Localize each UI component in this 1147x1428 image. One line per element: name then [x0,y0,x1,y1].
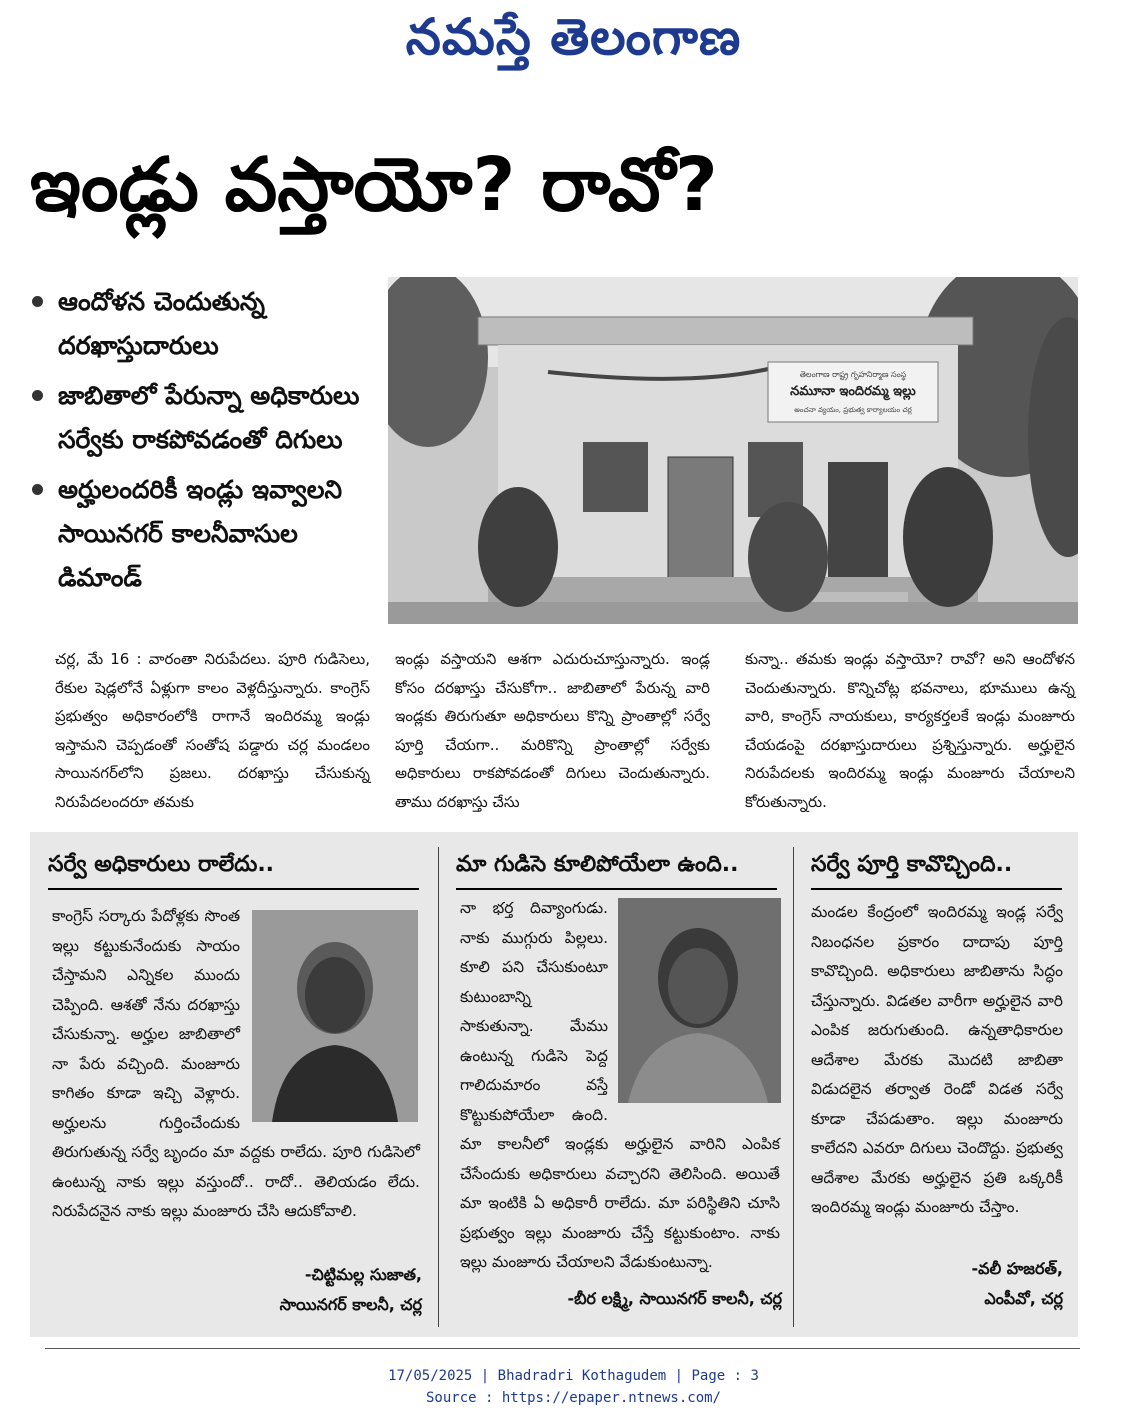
footer-dateline: 17/05/2025 | Bhadradri Kothagudem | Page : 3 [388,1368,759,1384]
quotes-panel [30,832,1078,1337]
quote-body-1: కాంగ్రెస్ సర్కారు పేదోళ్లకు సొంత ఇల్లు కట్టుకునేందుకు సాయం చేస్తామని ఎన్నికల ముందు చెప్పింది. ఆశతో నేను దరఖాస్తు చేసుకున్నా. అర్హుల జాబితాలో నా పేరు వచ్చింది. మంజూరు కాగితం కూడా ఇచ్చి వెళ్లారు. అర్హులను గుర్తించేందుకు తిరుగుతున్న సర్వే బృందం మా వద్దకు రాలేదు. పూరి గుడిసెలో ఉంటున్న నాకు ఇల్లు వస్తుందో.. రాదో.. తెలియడం లేదు. నిరుపేదనైన నాకు ఇల్లు మంజూరు చేసి ఆదుకోవాలి. [52,907,420,1220]
title-rule [48,888,419,890]
signature-place-1: సాయినగర్ కాలనీ, చర్ల [279,1295,422,1314]
quote-title-2: మా గుడిసె కూలిపోయేలా ఉంది.. [456,852,739,877]
bullet-item [28,374,378,462]
quote-signature-1 [50,1260,422,1320]
quote-title-3: సర్వే పూర్తి కావొచ్చింది.. [811,852,1013,877]
portrait-spacer [240,902,420,1124]
portrait-spacer [608,894,780,1102]
bullet-item [28,468,378,600]
body-column-1: చర్ల, మే 16 : వారంతా నిరుపేదలు. పూరి గుడిసెలు, రేకుల షెడ్లలోనే ఏళ్లుగా కాలం వెళ్లదీస్తున్నారు. కాంగ్రెస్ ప్రభుత్వం అధికారంలోకి రాగానే ఇందిరమ్మ ఇండ్లు ఇస్తామని చెప్పడంతో సంతోష పడ్డారు చర్ల మండలం సాయినగర్‌లోని ప్రజలు. దరఖాస్తు చేసుకున్న నిరుపేదలందరూ తమకు [55,650,370,811]
quote-text-1 [52,902,420,1242]
model-house-photo [388,277,1078,624]
footer-rule [45,1348,1080,1349]
body-column-3: కున్నా.. తమకు ఇండ్లు వస్తాయో? రావో? అని ఆందోళన చెందుతున్నారు. కొన్నిచోట్ల భవనాలు, భూములు ఉన్న వారి, కాంగ్రెస్ నాయకులు, కార్యకర్తలకే ఇండ్లు మంజూరు చేయడంపై దరఖాస్తుదారులు ప్రశ్నిస్తున్నారు. అర్హులైన నిరుపేదలకు ఇందిరమ్మ ఇండ్లు మంజూరు చేయాలని కోరుతున్నారు. [745,650,1075,811]
quote-box-2 [438,832,793,1337]
house-illustration [388,277,1078,624]
bullet-text: జాబితాలో పేరున్నా అధికారులు సర్వేకు రాకపోవడంతో దిగులు [58,381,360,454]
sign-line-2: నమూనా ఇందిరమ్మ ఇల్లు [790,384,916,399]
quote-body-2: నా భర్త దివ్యాంగుడు. నాకు ముగ్గురు పిల్లలు. కూలి పని చేసుకుంటూ కుటుంబాన్ని సాకుతున్నా. మేము ఉంటున్న గుడిసె పెద్ద గాలిదుమారం వస్తే కొట్టుకుపోయేలా ఉంది. మా కాలనీలో ఇండ్లకు అర్హులైన వారిని ఎంపిక చేసేందుకు అధికారులు వచ్చారని తెలిసింది. అయితే మా ఇంటికి ఏ అధికారీ రాలేదు. మా పరిస్థితిని చూసి ప్రభుత్వం ఇల్లు మంజూరు చేస్తే కట్టుకుంటాం. నాకు ఇల్లు మంజూరు చేయాలని వేడుకుంటున్నా. [460,899,780,1271]
bullet-dot-icon [32,296,43,307]
newspaper-masthead: నమస్తే తెలంగాణ [405,8,742,66]
body-column-2: ఇండ్లు వస్తాయని ఆశగా ఎదురుచూస్తున్నారు. ఇండ్ల కోసం దరఖాస్తు చేసుకోగా.. జాబితాలో పేరున్న వారి ఇండ్లకు తిరుగుతూ అధికారులు కొన్ని ప్రాంతాల్లో సర్వే పూర్తి చేయగా.. మరికొన్ని ప్రాంతాల్లో సర్వేకు అధికారులు రాకపోవడంతో దిగులు చెందుతున్నారు. తాము దరఖాస్తు చేసు [395,650,710,811]
quote-box-3 [793,832,1078,1337]
quote-title-1: సర్వే అధికారులు రాలేదు.. [48,852,275,877]
title-rule [456,888,777,890]
bullet-text: ఆందోళన చెందుతున్న దరఖాస్తుదారులు [58,287,265,360]
quote-text-3: మండల కేంద్రంలో ఇందిరమ్మ ఇండ్ల సర్వే నిబంధనల ప్రకారం దాదాపు పూర్తి కావొచ్చింది. అధికారులు జాబితాను సిద్ధం చేస్తున్నారు. విడతల వారీగా అర్హులైన వారి ఎంపిక జరుగుతుంది. ఉన్నతాధికారుల ఆదేశాల మేరకు మొదటి జాబితా విడుదలైన తర్వాత రెండో విడత సర్వే కూడా చేపడుతాం. ఇల్లు మంజూరు కాలేదని ఎవరూ దిగులు చెందొద్దు. ప్రభుత్వ ఆదేశాల మేరకు అర్హులైన ప్రతి ఒక్కరికీ ఇందిరమ్మ ఇండ్లు మంజూరు చేస్తాం. [811,903,1063,1216]
signature-name-3: -వలీ హజరత్, [971,1259,1063,1278]
signature-place-3: ఎంపీవో, చర్ల [984,1289,1063,1308]
quote-signature-2 [458,1284,782,1314]
headline: ఇండ్లు వస్తాయో? రావో? [30,142,718,228]
signature-name-2: -బీర లక్ష్మి, సాయినగర్ కాలనీ, చర్ల [567,1289,782,1308]
sign-line-1: తెలంగాణ రాష్ట్ర గృహనిర్మాణ సంస్థ [799,370,907,379]
quote-text-2 [460,894,780,1271]
bullet-dot-icon [32,390,43,401]
bullet-dot-icon [32,484,43,495]
bullet-list [28,280,378,606]
quote-box-1 [30,832,435,1337]
bullet-text: అర్హులందరికీ ఇండ్లు ఇవ్వాలని సాయినగర్ కాలనీవాసుల డిమాండ్ [58,475,343,592]
bullet-item [28,280,378,368]
quote-signature-3 [807,1254,1063,1314]
article-body [55,645,1080,815]
footer-source: Source : https://epaper.ntnews.com/ [425,1390,721,1406]
signature-name-1: -చిట్టిమల్ల సుజాత, [304,1265,422,1284]
sign-line-3: అంచనా వ్యయం, ప్రభుత్వ కార్యాలయం చర్ల [794,406,912,414]
title-rule [811,888,1062,890]
